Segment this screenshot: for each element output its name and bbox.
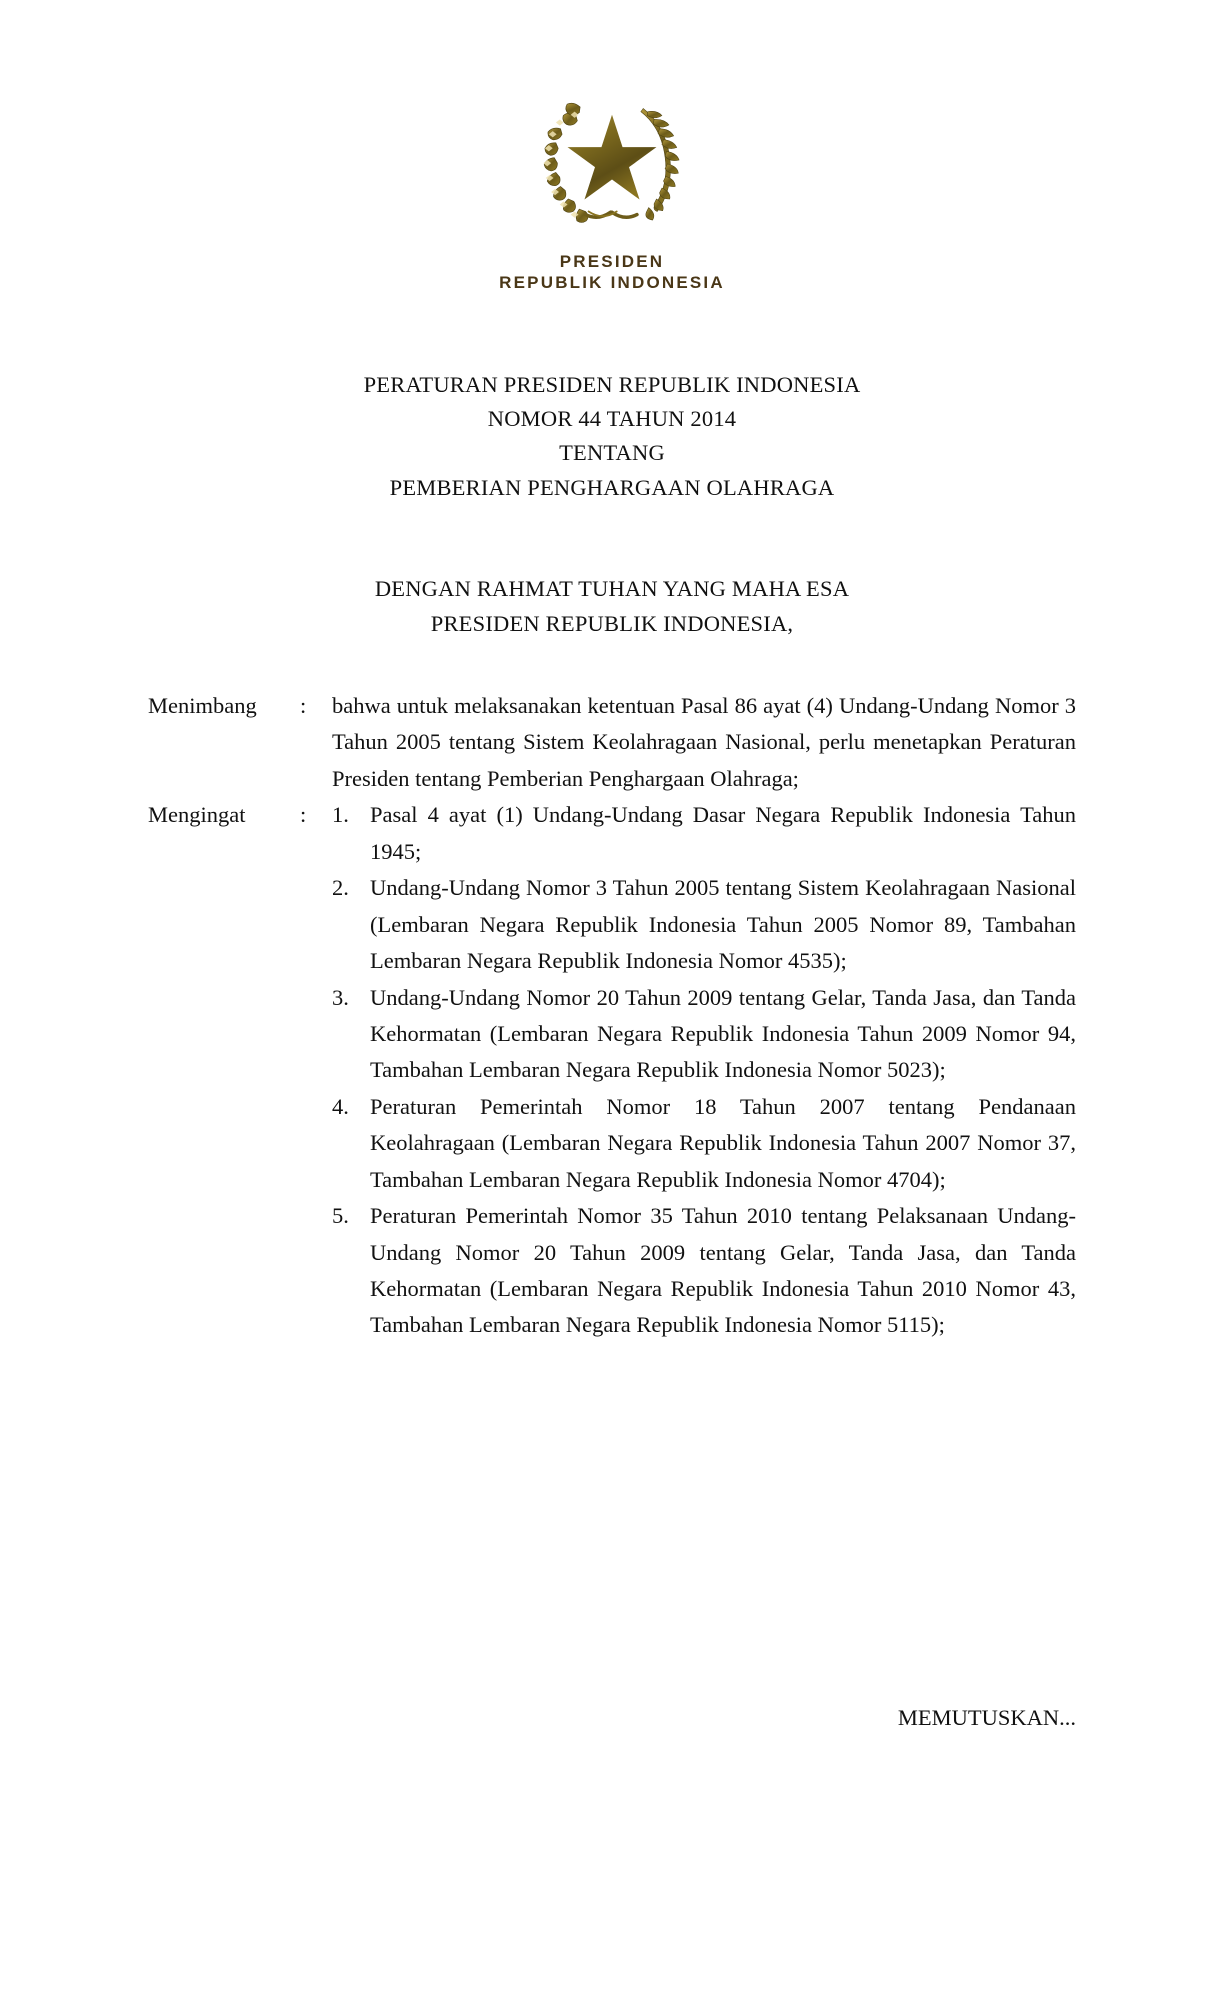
clause-menimbang-colon: :: [300, 693, 307, 718]
list-item: [332, 980, 1076, 1089]
preamble-line-president: PRESIDEN REPUBLIK INDONESIA,: [430, 610, 794, 636]
list-item-marker: 5.: [332, 1203, 349, 1229]
list-item-marker: 1.: [332, 802, 349, 828]
clause-mengingat-label: Mengingat: [148, 802, 246, 828]
clause-mengingat-body: [332, 797, 1076, 1344]
list-item-text: Undang-Undang Nomor 3 Tahun 2005 tentang Sistem Keolahragaan Nasional (Lembaran Negara Republik Indonesia Tahun 2005 Nomor 89, Tambahan Lembaran Negara Republik Indonesia Nomor 4535);: [370, 875, 1076, 974]
list-item-marker: 2.: [332, 875, 349, 901]
page-continuation: [148, 1700, 1076, 1736]
list-item-marker: 3.: [332, 984, 349, 1010]
mengingat-list: [332, 797, 1076, 1344]
list-item: [332, 870, 1076, 979]
clause-menimbang-body: [332, 688, 1076, 797]
document-preamble: [0, 572, 1224, 642]
title-line-number: NOMOR 44 TAHUN 2014: [487, 406, 737, 432]
list-item-text: Undang-Undang Nomor 20 Tahun 2009 tentang Gelar, Tanda Jasa, dan Tanda Kehormatan (Lembaran Negara Republik Indonesia Tahun 2009 Nomor 94, Tambahan Lembaran Negara Republik Indonesia Nomor 5023);: [370, 984, 1076, 1083]
letterhead: [0, 82, 1224, 293]
clause-menimbang-label: Menimbang: [148, 693, 257, 718]
list-item: [332, 797, 1076, 870]
continuation-text: MEMUTUSKAN...: [897, 1705, 1076, 1730]
clause-mengingat: [148, 797, 1076, 1344]
document-title: [0, 368, 1224, 505]
list-item-text: Pasal 4 ayat (1) Undang-Undang Dasar Negara Republik Indonesia Tahun 1945;: [370, 802, 1076, 864]
list-item-text: Peraturan Pemerintah Nomor 18 Tahun 2007 tentang Pendanaan Keolahragaan (Lembaran Negara Republik Indonesia Tahun 2007 Nomor 37, Tambahan Lembaran Negara Republik Indonesia Nomor 4704);: [370, 1093, 1076, 1192]
indonesian-presidential-seal-icon: [534, 82, 690, 238]
title-line-tentang: TENTANG: [559, 440, 665, 466]
preamble-line-invocation: DENGAN RAHMAT TUHAN YANG MAHA ESA: [374, 576, 850, 601]
document-body: [148, 688, 1076, 1344]
list-item: [332, 1198, 1076, 1344]
list-item: [332, 1089, 1076, 1198]
letterhead-line-presiden: PRESIDEN: [559, 252, 665, 271]
list-item-marker: 4.: [332, 1093, 349, 1119]
clause-menimbang: [148, 688, 1076, 797]
title-line-regulation: PERATURAN PRESIDEN REPUBLIK INDONESIA: [363, 372, 861, 397]
letterhead-line-republik-indonesia: REPUBLIK INDONESIA: [499, 272, 725, 292]
title-line-subject: PEMBERIAN PENGHARGAAN OLAHRAGA: [389, 474, 835, 500]
letterhead-caption: [499, 252, 725, 293]
clause-menimbang-text: bahwa untuk melaksanakan ketentuan Pasal 86 ayat (4) Undang-Undang Nomor 3 Tahun 2005 tentang Sistem Keolahragaan Nasional, perlu menetapkan Peraturan Presiden tentang Pemberian Penghargaan Olahraga;: [332, 693, 1076, 791]
clause-mengingat-colon: :: [300, 802, 307, 828]
list-item-text: Peraturan Pemerintah Nomor 35 Tahun 2010 tentang Pelaksanaan Undang-Undang Nomor 20 Tahun 2009 tentang Gelar, Tanda Jasa, dan Tanda Kehormatan (Lembaran Negara Republik Indonesia Tahun 2010 Nomor 43, Tambahan Lembaran Negara Republik Indonesia Nomor 5115);: [370, 1203, 1076, 1338]
